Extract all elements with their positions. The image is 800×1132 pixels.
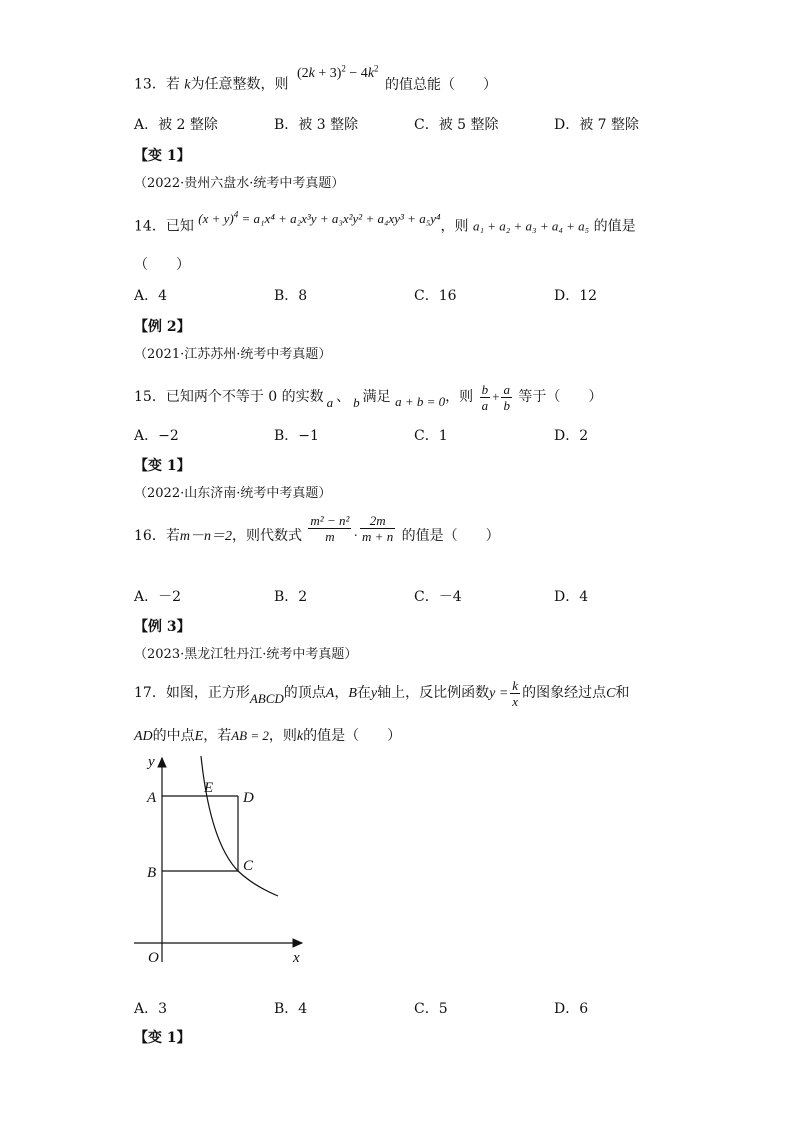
q17-option-b: B．4	[274, 1001, 308, 1017]
section-tag: 【例 3】	[134, 619, 191, 635]
q15-number: 15．	[134, 389, 166, 405]
q15-fraction-a-over-b: $\frac{a}{b}$	[503, 381, 510, 413]
q17-function-fraction: $\frac{k}{x}$	[512, 677, 519, 709]
q16-option-d: D．4	[554, 589, 589, 605]
q17-option-a: A．3	[134, 1001, 168, 1017]
q13-var-k: k	[184, 77, 191, 93]
q17-figure	[130, 752, 330, 972]
q13-option-d: D．被 7 整除	[554, 117, 640, 133]
label-y: y	[148, 754, 155, 770]
q14-sum: a₁ + a₂ + a₃ + a₄ + a₅	[472, 218, 590, 234]
q15-option-c: C．1	[414, 428, 448, 444]
label-a: A	[147, 790, 157, 806]
q14-option-c: C．16	[414, 288, 457, 304]
source-note: （2021·江苏苏州·统考中考真题）	[134, 347, 332, 362]
label-x: x	[293, 950, 300, 966]
source-note: （2022·山东济南·统考中考真题）	[134, 486, 332, 501]
q13-stem	[134, 63, 497, 96]
q14-option-d: D．12	[554, 288, 598, 304]
q14-stem: 14．已知 $(x + y)^4 = a_1x^4 + a_2x^3y + a_3x^2y^2 + a_4xy^3 + a_5y^4$，则 a₁ + a₂ + a₃ + a₄ + a₅ 的值是	[134, 210, 636, 235]
section-tag: 【例 2】	[134, 319, 191, 335]
q15-fraction-b-over-a: $\frac{b}{a}$	[481, 381, 489, 413]
q17-option-c: C．5	[414, 1001, 448, 1017]
label-c: C	[243, 858, 254, 874]
q14-equation: $(x + y)^4 = a_1x^4 + a_2x^3y + a_3x^2y^2 + a_4xy^3 + a_5y^4$	[198, 210, 441, 227]
q17-stem-line2: AD的中点E，若AB = 2，则k的值是（ ）	[134, 728, 402, 744]
source-note: （2022·贵州六盘水·统考中考真题）	[134, 176, 345, 191]
q13-stem-b: 为任意整数，则	[190, 76, 289, 93]
q15-option-d: D．2	[554, 428, 589, 444]
q16-condition: m－n＝2	[179, 529, 232, 544]
q16-option-c: C．－4	[414, 589, 462, 605]
q16-fraction-1: $\frac{\text{m² − n²}}{m}$	[310, 512, 350, 544]
q16-number: 16．	[134, 528, 166, 544]
section-tag: 【变 1】	[134, 148, 191, 164]
section-tag: 【变 1】	[134, 458, 191, 474]
q14-option-a: A．4	[134, 288, 168, 304]
q13-option-b: B．被 3 整除	[274, 117, 359, 133]
q13-expression: $(2k + 3)^2 - 4k^2$	[296, 63, 379, 81]
q14-paren: （ ）	[134, 257, 190, 273]
section-tag: 【变 1】	[134, 1030, 191, 1046]
q15-condition: a + b = 0	[395, 394, 446, 409]
label-o: O	[148, 950, 159, 966]
q13-number: 13．	[134, 76, 166, 93]
q17-number: 17．	[134, 685, 166, 701]
q14-option-b: B．8	[274, 288, 308, 304]
q16-stem: 16．若m－n＝2，则代数式 $\frac{\text{m² − n²}}{m}$ · $\frac{2m}{m + n}$ 的值是（ ）	[134, 512, 500, 544]
q16-fraction-2: $\frac{2m}{m + n}$	[362, 512, 394, 544]
source-note: （2023·黑龙江牡丹江·统考中考真题）	[134, 647, 358, 662]
q15-option-a: A．−2	[134, 428, 179, 444]
q13-option-a: A．被 2 整除	[134, 117, 218, 133]
q17-stem-line1: 17．如图，正方形ABCD的顶点A，B在y轴上，反比例函数y = $\frac{k}{x}$ 的图象经过点C和	[134, 677, 630, 709]
q16-option-b: B．2	[274, 589, 308, 605]
label-e: E	[204, 780, 214, 796]
label-b: B	[147, 865, 157, 881]
q15-option-b: B．−1	[274, 428, 319, 444]
q15-stem: 15．已知两个不等于 0 的实数 a 、 b 满足 a + b = 0，则 $\frac{b}{a}$ + $\frac{a}{b}$ 等于（ ）	[134, 381, 603, 413]
q13-stem-c: 的值总能（ ）	[384, 76, 497, 93]
label-d: D	[243, 790, 254, 806]
q13-option-c: C．被 5 整除	[414, 117, 499, 133]
q16-option-a: A．－2	[134, 589, 182, 605]
q17-option-d: D．6	[554, 1001, 589, 1017]
hyperbola-curve	[201, 756, 278, 896]
q13-stem-a: 若	[165, 76, 180, 93]
q14-number: 14．	[134, 218, 166, 235]
